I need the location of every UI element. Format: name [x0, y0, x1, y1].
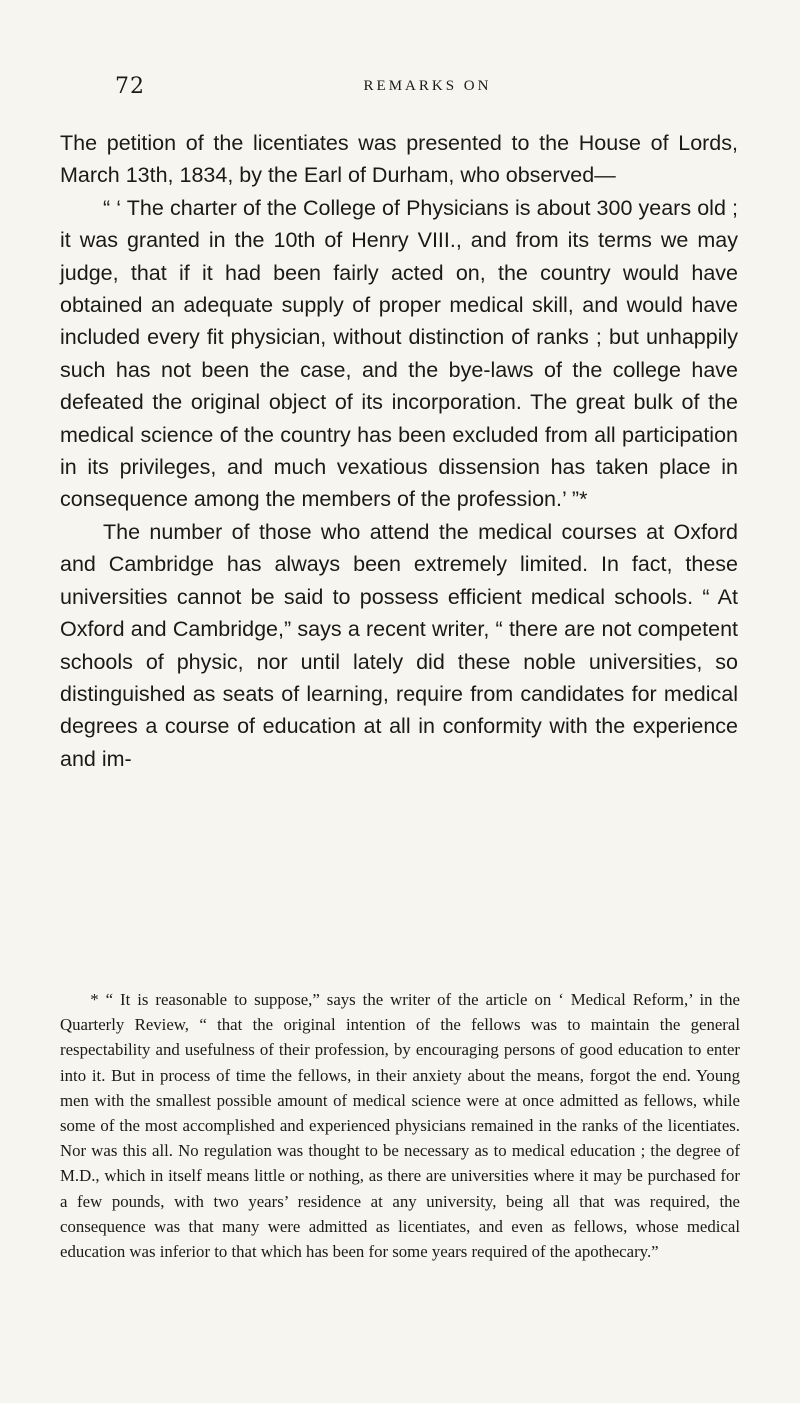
page-header [115, 74, 740, 104]
paragraph-intro: The petition of the licentiates was presented to the House of Lords, March 13th, 1834, by the Earl of Durham, who observed— [60, 131, 738, 188]
page-number: 72 [115, 74, 145, 99]
running-head: REMARKS ON [363, 78, 492, 94]
main-text [60, 127, 738, 775]
footnote-text: * “ It is reasonable to suppose,” says the writer of the article on ‘ Medical Reform,’ in the Quarterly Review, “ that the original intention of the fellows was to maintain the general respectability and usefulness of their profession, by encouraging persons of good education to enter into it. But in process of time the fellows, in their anxiety about the means, forgot the end. Young men with the smallest possible amount of medical science were at once admitted as fellows, while some of the most accomplished and experienced physicians remained in the ranks of the licentiates. Nor was this all. No regulation was thought to be necessary as to medical education ; the degree of M.D., which in itself means little or nothing, as there are universities where it may be purchased for a few pounds, with two years’ residence at any university, being all that was required, the consequence was that many were admitted as licentiates, and even as fellows, whose medical education was inferior to that which has been for some years required of the apothecary.” [60, 990, 740, 1262]
paragraph-oxford-cambridge: The number of those who attend the medical courses at Oxford and Cambridge has always been extremely limited. In fact, these universities cannot be said to possess efficient medical schools. “ At Oxford and Cambridge,” says a recent writer, “ there are not competent schools of physic, nor until lately did these noble universities, so distinguished as seats of learning, require from candidates for medical degrees a course of education at all in conformity with the experience and im- [60, 519, 738, 771]
footnote [60, 987, 740, 1264]
paragraph-quotation: “ ‘ The charter of the College of Physicians is about 300 years old ; it was granted in the 10th of Henry VIII., and from its terms we may judge, that if it had been fairly acted on, the country would have obtained an adequate supply of proper medical skill, and would have included every fit physician, without distinction of ranks ; but unhappily such has not been the case, and the bye-laws of the college have defeated the original object of its incorporation. The great bulk of the medical science of the country has been excluded from all participation in its privileges, and much vexatious dissension has taken place in consequence among the members of the profession.’ ”* [60, 195, 738, 512]
